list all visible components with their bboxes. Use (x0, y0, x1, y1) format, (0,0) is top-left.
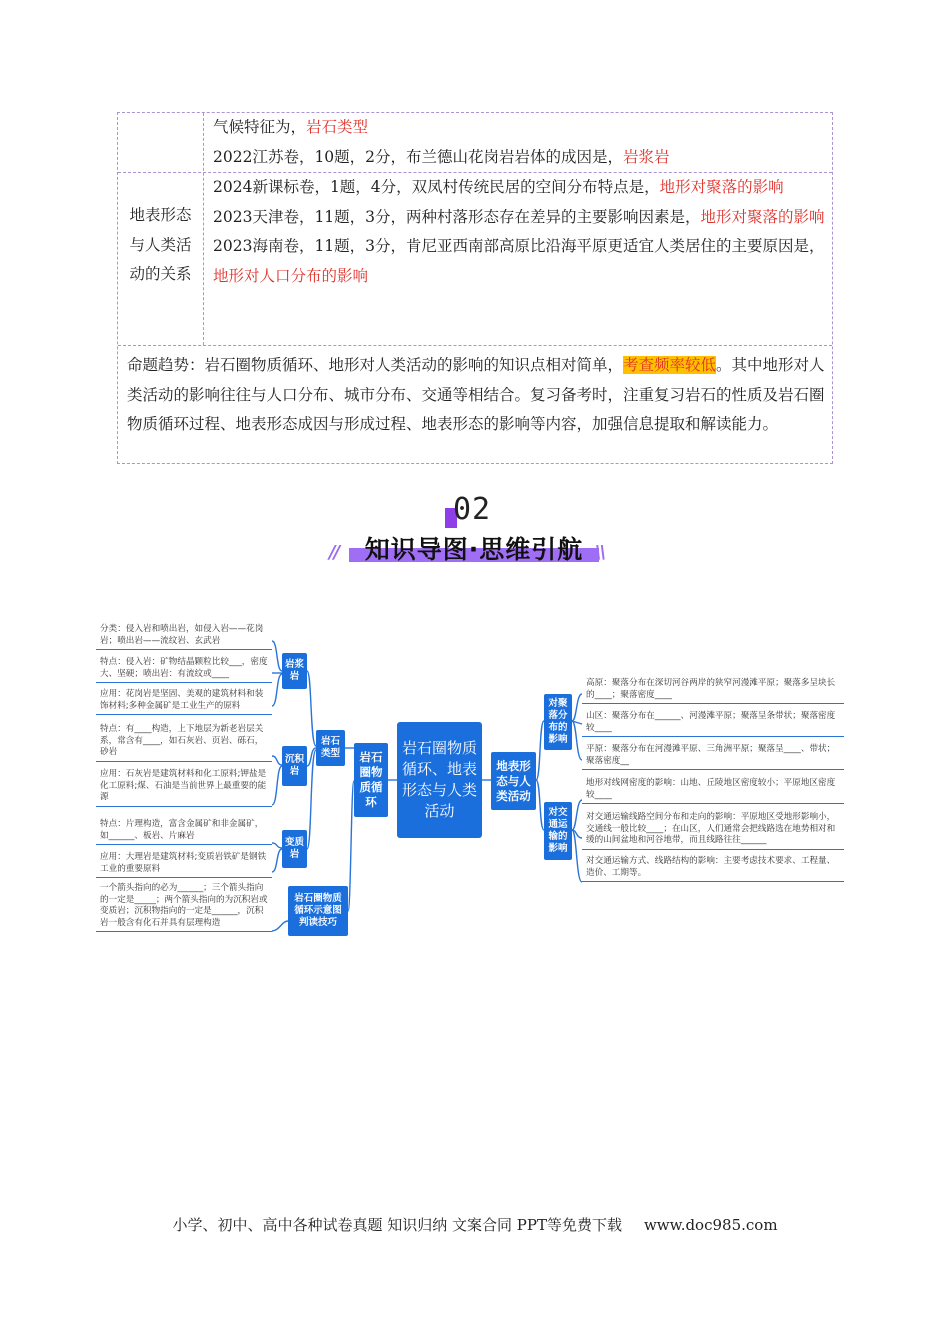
leaf-igneous-features: 特点：侵入岩：矿物结晶颗粒比较___，密度大、坚硬；喷出岩：有流纹或____ (96, 657, 272, 683)
node-sedimentary-rock: 沉积岩 (282, 746, 307, 786)
question-answer: 岩石类型 (306, 118, 369, 136)
leaf-transport-mode: 对交通运输方式、线路结构的影响：主要考虑技术要求、工程量、造价、工期等。 (582, 856, 844, 882)
node-igneous-rock: 岩浆岩 (282, 653, 307, 689)
section-number: 02 (453, 492, 492, 527)
leaf-igneous-classification: 分类：侵入岩和喷出岩，如侵入岩——花岗岩；喷出岩——流纹岩、玄武岩 (96, 624, 272, 650)
question-text: 气候特征为， (213, 118, 307, 136)
node-landform-human: 地表形态与人类活动 (491, 752, 536, 810)
node-lithosphere-cycle: 岩石圈物质循环 (354, 743, 388, 817)
knowledge-mindmap (96, 616, 848, 942)
page-footer (0, 1214, 950, 1235)
leaf-plateau-settlement: 高原：聚落分布在深切河谷两岸的狭窄河漫滩平原；聚落多呈块长的____；聚落密度____ (582, 678, 844, 704)
question-item: 2023天津卷，11题，3分，两种村落形态存在差异的主要影响因素是，地形对聚落的影响 (213, 207, 825, 226)
leaf-igneous-uses: 应用：花岗岩是坚固、美观的建筑材料和装饰材料;多种金属矿是工业生产的原料 (96, 689, 272, 715)
node-rock-types: 岩石类型 (316, 730, 345, 766)
leaf-cycle-tips: 一个箭头指向的必为______；三个箭头指向的一定是_____；两个箭头指向的为沉积岩或变质岩；沉积物指向的一定是______，沉积岩一般含有化石并具有层理构造 (96, 883, 272, 932)
question-answer: 岩浆岩 (623, 147, 670, 166)
leaf-sedimentary-uses: 应用：石灰岩是建筑材料和化工原料;钾盐是化工原料;煤、石油是当前世界上最重要的能源 (96, 769, 272, 807)
node-center-topic: 岩石圈物质循环、地表形态与人类活动 (397, 722, 482, 838)
section-title: 知识导图·思维引航 (364, 535, 584, 564)
leaf-network-density: 地形对线网密度的影响：山地、丘陵地区密度较小；平原地区密度较____ (582, 778, 844, 804)
section-number-badge (445, 494, 495, 528)
leaf-sedimentary-features: 特点：有____构造，上下地层为新老岩层关系，常含有____，如石灰岩、页岩、砾石，砂岩 (96, 724, 272, 762)
leaf-mountain-settlement: 山区：聚落分布在______、河漫滩平原；聚落呈条带状；聚落密度较____ (582, 711, 844, 737)
question-text: 2022江苏卷，10题，2分，布兰德山花岗岩岩体的成因是， (213, 147, 624, 166)
node-settlement-impact: 对聚落分布的影响 (544, 694, 572, 750)
leaf-metamorphic-uses: 应用：大理岩是建筑材料;变质岩铁矿是钢铁工业的重要原料 (96, 852, 272, 878)
leaf-metamorphic-features: 特点：片理构造，富含金属矿和非金属矿，如______、板岩、片麻岩 (96, 819, 272, 845)
decor-slashes: // (329, 542, 339, 563)
table-row-divider (118, 345, 832, 346)
node-cycle-tips: 岩石圈物质循环示意图判读技巧 (288, 886, 348, 936)
exam-analysis-table (117, 112, 833, 464)
question-item: 2024新课标卷，1题，4分，双凤村传统民居的空间分布特点是，地形对聚落的影响 (213, 178, 784, 196)
decor-slashes: \\ (595, 542, 605, 563)
table-column-divider (203, 113, 204, 345)
question-item: 2023海南卷，11题，3分，肯尼亚西南部高原比沿海平原更适宜人类居住的主要原因是，地形对人口分布的影响 (213, 237, 825, 285)
leaf-plain-settlement: 平原：聚落分布在河漫滩平原、三角洲平原；聚落呈____、带状；聚落密度__ (582, 744, 844, 770)
footer-link[interactable]: www.doc985.com (643, 1216, 778, 1234)
table-row-label: 地表形态 与人类活 动的关系 (129, 206, 192, 284)
exam-trend: 命题趋势：岩石圈物质循环、地形对人类活动的影响的知识点相对简单，考查频率较低。其中地形对人类活动的影响往往与人口分布、城市分布、交通等相结合。复习备考时，注重复习岩石的性质及岩石圈物质循环过程、地表形态成因与形成过程、地表形态的影响等内容，加强信息提取和解读能力。 (127, 356, 825, 434)
table-row-rock-types (213, 113, 828, 172)
footer-text: 小学、初中、高中各种试卷真题 知识归纳 文案合同 PPT等免费下载 (172, 1216, 622, 1234)
node-transport-impact: 对交通运输的影响 (544, 802, 572, 860)
node-metamorphic-rock: 变质岩 (282, 830, 307, 868)
highlight-text: 考查频率较低 (623, 356, 717, 374)
section-title-banner (329, 528, 619, 570)
table-row-landform-human (213, 173, 828, 291)
leaf-route-layout: 对交通运输线路空间分布和走向的影响：平原地区受地形影响小，交通线一般比较____；在山区，人们通常会把线路选在地势相对和缓的山间盆地和河谷地带，而且线路往往______ (582, 812, 844, 850)
